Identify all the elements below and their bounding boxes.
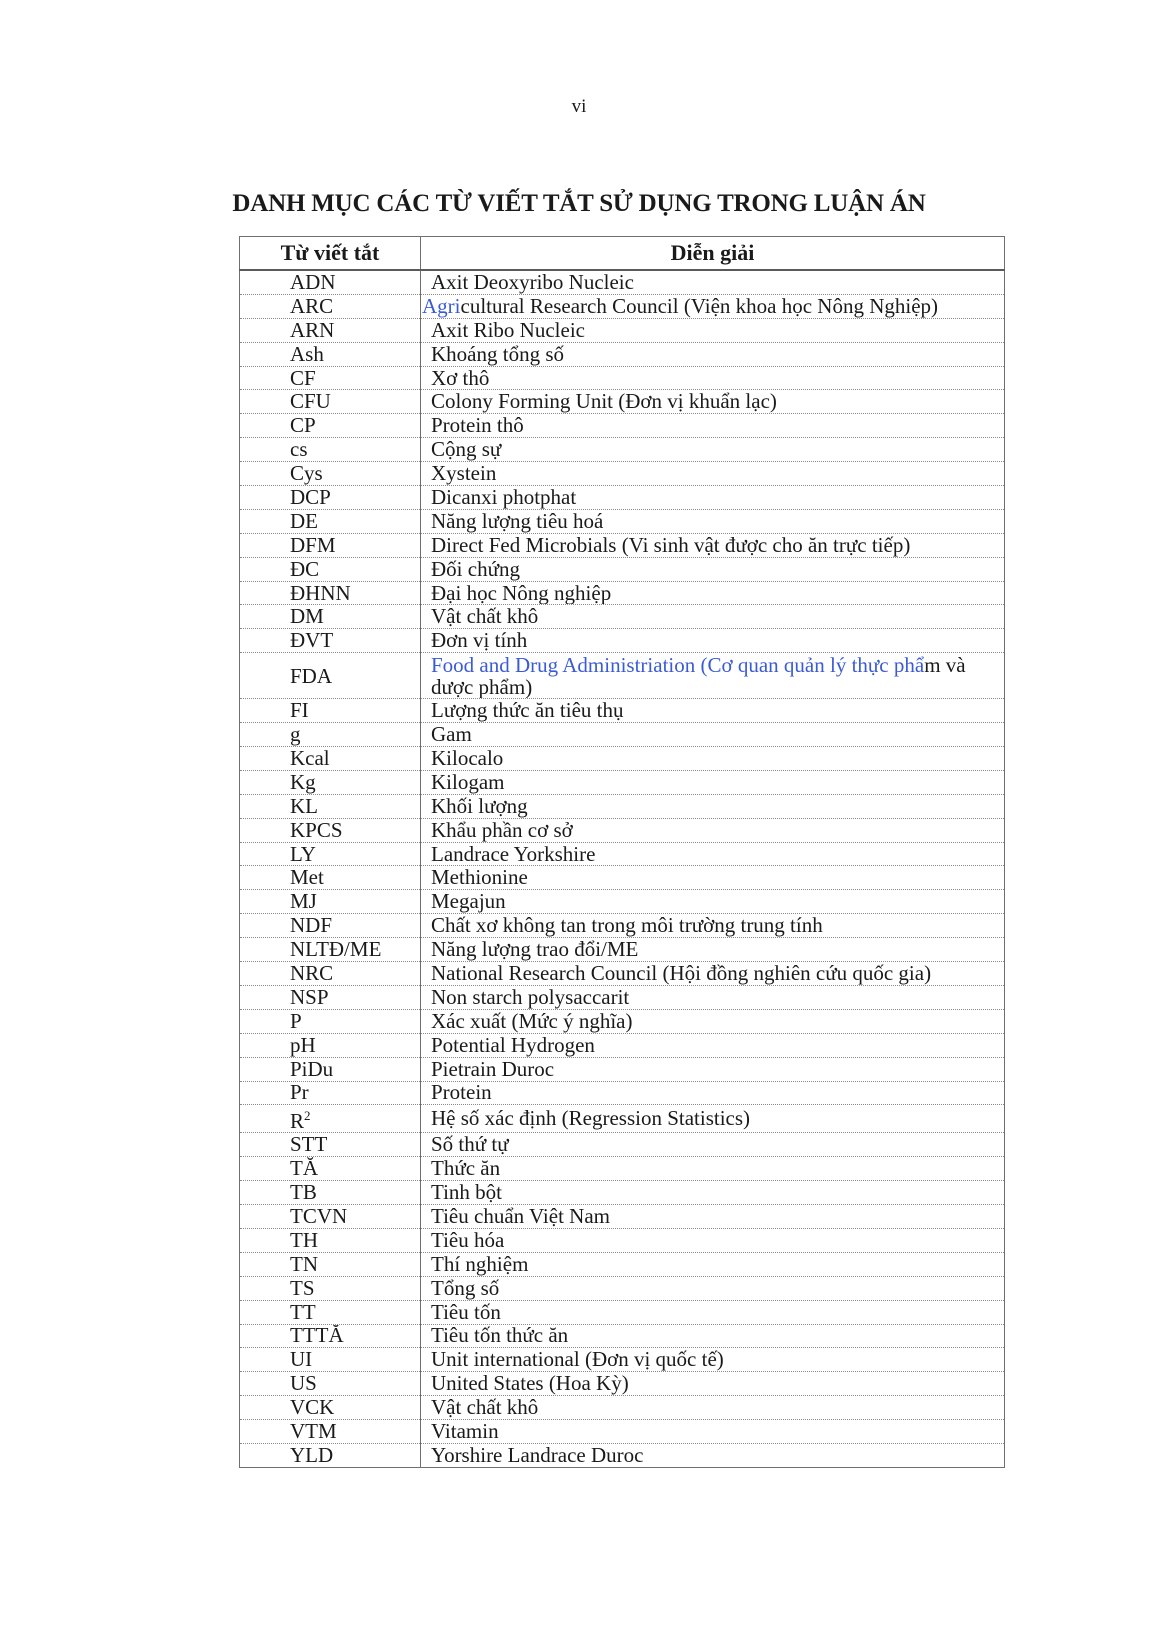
abbreviation-text: CP [290, 413, 316, 438]
abbreviation-text: R [290, 1109, 305, 1133]
table-row [240, 533, 1005, 557]
abbreviation-text: MJ [290, 889, 317, 914]
explanation-text: Thí nghiệm [431, 1252, 529, 1276]
table-row [240, 1372, 1005, 1396]
abbreviation-text: DM [290, 604, 324, 629]
abbreviation-cell [240, 342, 421, 366]
explanation-cell [421, 1009, 1005, 1033]
abbreviation-text: ARN [290, 318, 335, 342]
table-row [240, 270, 1005, 294]
explanation-text: Số thứ tự [431, 1132, 509, 1157]
abbreviation-cell [240, 866, 421, 890]
abbreviation-cell [240, 842, 421, 866]
explanation-cell [421, 818, 1005, 842]
explanation-cell [421, 533, 1005, 557]
explanation-text: Thức ăn [431, 1156, 501, 1181]
explanation-text: Đại học Nông nghiệp [431, 581, 612, 605]
explanation-cell [421, 1181, 1005, 1205]
header-explanation: Diễn giải [421, 237, 1005, 271]
table-row [240, 1300, 1005, 1324]
explanation-cell [421, 1033, 1005, 1057]
abbreviation-text: TH [290, 1228, 318, 1252]
explanation-text: Tiêu tốn thức ăn [431, 1324, 569, 1348]
abbreviation-text: YLD [290, 1443, 334, 1467]
explanation-text: Dicanxi photphat [431, 485, 577, 509]
abbreviation-text: TCVN [290, 1204, 348, 1228]
abbreviation-cell [240, 462, 421, 486]
explanation-text: Hệ số xác định (Regression Statistics) [431, 1106, 751, 1131]
abbreviation-text: DE [290, 509, 318, 533]
abbreviation-text: cs [290, 437, 308, 462]
abbreviation-text: ĐHNN [290, 581, 351, 605]
table-row [240, 438, 1005, 462]
explanation-cell [421, 629, 1005, 653]
abbreviation-text: CFU [290, 389, 331, 414]
abbreviation-text: NLTĐ/ME [290, 937, 382, 962]
abbreviation-cell [240, 390, 421, 414]
explanation-cell [421, 747, 1005, 771]
explanation-cell [421, 1252, 1005, 1276]
explanation-cell [421, 1276, 1005, 1300]
explanation-text: Lượng thức ăn tiêu thụ [431, 698, 624, 723]
abbreviation-cell [240, 747, 421, 771]
abbreviation-cell [240, 1181, 421, 1205]
table-row [240, 486, 1005, 510]
abbreviation-cell [240, 1228, 421, 1252]
highlighted-text: Agri [422, 294, 461, 318]
abbreviation-text: ADN [290, 270, 336, 294]
explanation-cell [421, 866, 1005, 890]
explanation-cell [421, 1420, 1005, 1444]
table-row [240, 509, 1005, 533]
abbreviation-cell [240, 699, 421, 723]
abbreviation-text: ĐVT [290, 628, 334, 653]
abbreviation-cell [240, 629, 421, 653]
explanation-cell [421, 699, 1005, 723]
abbreviation-cell [240, 1081, 421, 1105]
table-row [240, 342, 1005, 366]
explanation-text: Năng lượng tiêu hoá [431, 509, 604, 533]
table-body [240, 270, 1005, 1467]
abbreviation-text: TT [290, 1300, 316, 1324]
explanation-cell [421, 890, 1005, 914]
explanation-text: Chất xơ không tan trong môi trường trung tính [431, 913, 823, 938]
abbreviation-text: TĂ [290, 1156, 318, 1181]
abbreviation-cell [240, 533, 421, 557]
table-row [240, 699, 1005, 723]
explanation-cell [421, 770, 1005, 794]
abbreviation-text: g [290, 722, 301, 747]
abbreviation-text: STT [290, 1132, 328, 1157]
table-row [240, 1033, 1005, 1057]
explanation-cell [421, 366, 1005, 390]
explanation-text: Kilocalo [431, 746, 504, 770]
abbreviation-cell [240, 486, 421, 510]
explanation-cell [421, 1205, 1005, 1229]
abbreviation-cell [240, 818, 421, 842]
table-row [240, 1443, 1005, 1467]
table-row [240, 1205, 1005, 1229]
page-number: vi [571, 96, 587, 117]
table-row [240, 962, 1005, 986]
table-row [240, 914, 1005, 938]
explanation-text: Vật chất khô [431, 604, 539, 629]
abbreviation-cell [240, 770, 421, 794]
table-row [240, 1324, 1005, 1348]
table-row [240, 1081, 1005, 1105]
table-row [240, 794, 1005, 818]
abbreviation-cell [240, 653, 421, 699]
abbreviation-text: DFM [290, 533, 336, 557]
explanation-text: Năng lượng trao đổi/ME [431, 937, 639, 962]
table-row [240, 653, 1005, 699]
table-row [240, 581, 1005, 605]
table-row [240, 414, 1005, 438]
abbreviation-text: Kcal [290, 746, 330, 770]
explanation-cell [421, 794, 1005, 818]
table-row [240, 1420, 1005, 1444]
abbreviation-text: NSP [290, 985, 329, 1009]
page-title: DANH MỤC CÁC TỪ VIẾT TẮT SỬ DỤNG TRONG LUẬN ÁN [232, 190, 926, 217]
explanation-text: Khối lượng [431, 794, 528, 818]
abbreviation-cell [240, 1443, 421, 1467]
explanation-text: Đối chứng [431, 557, 520, 581]
header-abbreviation: Từ viết tắt [240, 237, 421, 271]
explanation-text: Megajun [431, 889, 506, 914]
abbreviation-cell [240, 318, 421, 342]
explanation-cell [421, 1372, 1005, 1396]
abbreviation-cell [240, 1133, 421, 1157]
explanation-text: m và dược phẩm) [431, 652, 966, 699]
abbreviation-text: CF [290, 366, 316, 390]
abbreviation-cell [240, 1252, 421, 1276]
table-row [240, 985, 1005, 1009]
explanation-text: Potential Hydrogen [431, 1033, 595, 1057]
abbreviation-text: Ash [290, 342, 324, 366]
table-row [240, 1105, 1005, 1133]
abbreviation-text: DCP [290, 485, 331, 509]
explanation-text: Tiêu tốn [431, 1300, 501, 1324]
superscript-text: 2 [304, 1108, 311, 1124]
table-row [240, 842, 1005, 866]
abbreviation-text: Kg [290, 770, 316, 794]
explanation-cell [421, 1105, 1005, 1133]
abbreviation-text: VTM [290, 1419, 337, 1444]
explanation-text: Xystein [431, 461, 497, 486]
abbreviation-text: KPCS [290, 818, 343, 842]
explanation-text: Direct Fed Microbials (Vi sinh vật được cho ăn trực tiếp) [431, 533, 911, 557]
explanation-text: Colony Forming Unit (Đơn vị khuẩn lạc) [431, 389, 777, 414]
table-row [240, 1228, 1005, 1252]
explanation-text: Axit Ribo Nucleic [431, 318, 585, 342]
explanation-text: Axit Deoxyribo Nucleic [431, 270, 634, 294]
abbreviation-text: NRC [290, 961, 334, 985]
abbreviation-cell [240, 1396, 421, 1420]
explanation-text: Non starch polysaccarit [431, 985, 630, 1009]
explanation-text: Pietrain Duroc [431, 1057, 555, 1081]
table-header-row [240, 237, 1005, 271]
abbreviation-cell [240, 414, 421, 438]
table-row [240, 605, 1005, 629]
table-row [240, 366, 1005, 390]
table-row [240, 1396, 1005, 1420]
explanation-cell [421, 1324, 1005, 1348]
explanation-cell [421, 723, 1005, 747]
abbreviation-cell [240, 985, 421, 1009]
abbreviation-text: NDF [290, 913, 333, 938]
abbreviation-text: FI [290, 698, 309, 723]
explanation-text: Đơn vị tính [431, 628, 528, 653]
abbreviation-text: KL [290, 794, 318, 818]
explanation-cell [421, 557, 1005, 581]
explanation-text: National Research Council (Hội đồng nghiên cứu quốc gia) [431, 961, 932, 985]
abbreviation-text: PiDu [290, 1057, 334, 1081]
abbreviation-text: VCK [290, 1395, 335, 1420]
explanation-text: Protein thô [431, 413, 524, 438]
abbreviation-cell [240, 723, 421, 747]
explanation-text: Cộng sự [431, 437, 502, 462]
explanation-cell [421, 653, 1005, 699]
explanation-text: Khoáng tổng số [431, 342, 564, 366]
table-row [240, 747, 1005, 771]
abbreviation-cell [240, 438, 421, 462]
table-row [240, 866, 1005, 890]
explanation-cell [421, 605, 1005, 629]
explanation-text: Kilogam [431, 770, 505, 794]
explanation-text: Tiêu chuẩn Việt Nam [431, 1204, 610, 1228]
table-row [240, 1181, 1005, 1205]
explanation-cell [421, 842, 1005, 866]
explanation-cell [421, 509, 1005, 533]
abbreviation-cell [240, 1372, 421, 1396]
explanation-text: United States (Hoa Kỳ) [431, 1371, 629, 1396]
table-row [240, 1057, 1005, 1081]
abbreviation-text: pH [290, 1033, 316, 1057]
explanation-cell [421, 390, 1005, 414]
abbreviation-cell [240, 1324, 421, 1348]
explanation-cell [421, 962, 1005, 986]
table-row [240, 1009, 1005, 1033]
abbreviation-cell [240, 1348, 421, 1372]
explanation-cell [421, 486, 1005, 510]
table-row [240, 629, 1005, 653]
explanation-cell [421, 1300, 1005, 1324]
abbreviation-cell [240, 1033, 421, 1057]
abbreviation-text: LY [290, 842, 316, 866]
abbreviation-text: Pr [290, 1081, 309, 1105]
explanation-text: Protein [431, 1081, 492, 1105]
abbreviation-cell [240, 890, 421, 914]
abbreviation-cell [240, 1009, 421, 1033]
highlighted-text: Food and Drug Administriation (Cơ quan quản lý thực phẩ [431, 652, 925, 677]
explanation-cell [421, 1157, 1005, 1181]
abbreviation-cell [240, 1276, 421, 1300]
table-row [240, 462, 1005, 486]
explanation-text: Xác xuất (Mức ý nghĩa) [431, 1009, 633, 1033]
abbreviation-cell [240, 914, 421, 938]
explanation-cell [421, 294, 1005, 318]
table-row [240, 557, 1005, 581]
explanation-cell [421, 1057, 1005, 1081]
abbreviation-cell [240, 794, 421, 818]
explanation-cell [421, 342, 1005, 366]
abbreviation-text: UI [290, 1347, 313, 1372]
explanation-text: Unit international (Đơn vị quốc tế) [431, 1347, 724, 1372]
explanation-cell [421, 1228, 1005, 1252]
abbreviation-cell [240, 938, 421, 962]
table-row [240, 770, 1005, 794]
abbreviation-cell [240, 1157, 421, 1181]
table-row [240, 1252, 1005, 1276]
table-row [240, 938, 1005, 962]
table-row [240, 1276, 1005, 1300]
explanation-cell [421, 1081, 1005, 1105]
table-row [240, 294, 1005, 318]
explanation-cell [421, 581, 1005, 605]
abbreviation-cell [240, 1205, 421, 1229]
abbreviation-cell [240, 581, 421, 605]
explanation-text: Vitamin [431, 1419, 499, 1444]
abbreviation-cell [240, 270, 421, 294]
explanation-cell [421, 985, 1005, 1009]
abbreviation-cell [240, 1105, 421, 1133]
abbreviation-text: ARC [290, 294, 334, 318]
abbreviation-text: TTTĂ [290, 1324, 344, 1348]
explanation-cell [421, 1133, 1005, 1157]
abbreviation-text: TS [290, 1276, 315, 1300]
explanation-cell [421, 1396, 1005, 1420]
abbreviation-text: US [290, 1371, 317, 1396]
abbreviations-table [239, 236, 1005, 1468]
abbreviation-text: P [290, 1009, 302, 1033]
abbreviation-cell [240, 509, 421, 533]
explanation-cell [421, 438, 1005, 462]
explanation-text: Tổng số [431, 1276, 500, 1300]
abbreviation-cell [240, 605, 421, 629]
abbreviation-cell [240, 294, 421, 318]
explanation-text: cultural Research Council (Viện khoa học Nông Nghiệp) [460, 294, 939, 318]
table-row [240, 390, 1005, 414]
explanation-text: Tiêu hóa [431, 1228, 505, 1252]
abbreviation-text: FDA [290, 663, 333, 688]
explanation-cell [421, 414, 1005, 438]
explanation-cell [421, 462, 1005, 486]
abbreviation-text: TN [290, 1252, 318, 1276]
table-row [240, 318, 1005, 342]
table-row [240, 890, 1005, 914]
explanation-cell [421, 1443, 1005, 1467]
explanation-text: Xơ thô [431, 366, 490, 390]
explanation-text: Tinh bột [431, 1180, 503, 1205]
abbreviation-cell [240, 366, 421, 390]
abbreviation-cell [240, 1420, 421, 1444]
table-row [240, 818, 1005, 842]
abbreviation-text: TB [290, 1180, 317, 1205]
abbreviation-text: Cys [290, 461, 323, 486]
abbreviation-cell [240, 1057, 421, 1081]
abbreviation-text: ĐC [290, 557, 320, 581]
explanation-cell [421, 270, 1005, 294]
explanation-text: Yorshire Landrace Duroc [431, 1443, 644, 1467]
explanation-text: Vật chất khô [431, 1395, 539, 1420]
table-row [240, 723, 1005, 747]
explanation-cell [421, 914, 1005, 938]
explanation-text: Gam [431, 722, 472, 747]
abbreviation-cell [240, 1300, 421, 1324]
table-row [240, 1348, 1005, 1372]
explanation-text: Methionine [431, 865, 528, 890]
explanation-text: Landrace Yorkshire [431, 842, 596, 866]
explanation-cell [421, 1348, 1005, 1372]
explanation-cell [421, 318, 1005, 342]
table-row [240, 1157, 1005, 1181]
table-row [240, 1133, 1005, 1157]
explanation-text: Khẩu phần cơ sở [431, 818, 573, 842]
explanation-cell [421, 938, 1005, 962]
abbreviation-text: Met [290, 865, 324, 890]
abbreviation-cell [240, 962, 421, 986]
abbreviation-cell [240, 557, 421, 581]
